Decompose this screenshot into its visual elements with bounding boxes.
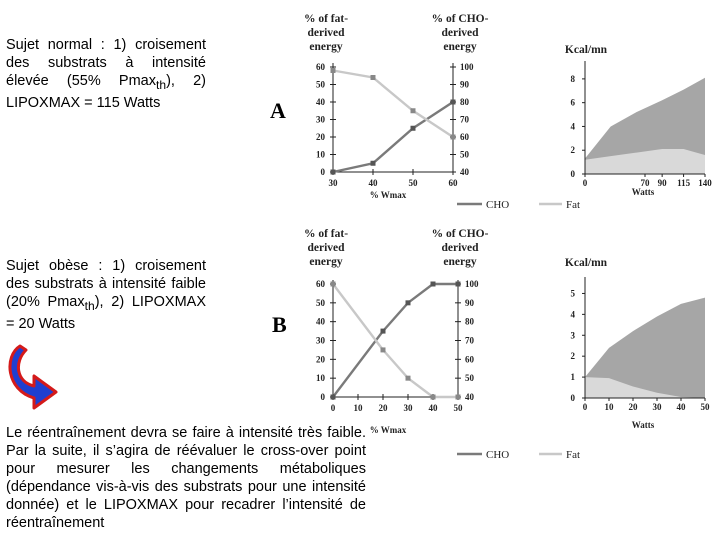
A-crossover-right-tick-label: 100 <box>460 62 474 72</box>
B-crossover-x-tick-label: 30 <box>403 403 413 413</box>
A-kcal-y-tick-label: 6 <box>570 97 575 108</box>
B-kcal-x-tick-label: 50 <box>700 402 710 412</box>
B-crossover-series-fat-point <box>431 395 436 400</box>
A-crossover-right-tick-label: 80 <box>460 97 469 107</box>
A-crossover-left-tick-label: 30 <box>316 114 325 125</box>
B-crossover-right-tick-label: 100 <box>465 279 479 289</box>
B-crossover-right-axis-label: % of CHO- <box>431 228 489 240</box>
B-crossover-right-tick-label: 50 <box>465 373 474 384</box>
A-crossover-right-tick-label: 50 <box>460 149 469 160</box>
A-crossover-series-fat-point <box>411 108 416 113</box>
B-crossover-left-tick-label: 60 <box>316 279 325 289</box>
A-crossover-right-axis-label: energy <box>443 41 477 53</box>
A-crossover-series-cho-point <box>411 126 416 131</box>
A-crossover-series-fat-point <box>451 135 456 140</box>
panel-letter-a: A <box>270 98 286 123</box>
B-kcal-y-tick-label: 2 <box>570 351 575 362</box>
B-kcal-x-axis-label: Watts <box>631 420 655 430</box>
B-crossover-x-tick-label: 40 <box>428 403 438 413</box>
B-crossover-series-cho-point <box>381 329 386 334</box>
B-crossover-left-tick-label: 20 <box>316 354 325 365</box>
B-crossover-series-fat-point <box>456 395 461 400</box>
B-kcal-x-tick-label: 40 <box>676 402 686 412</box>
B-crossover-series-cho-line <box>333 284 458 397</box>
A-crossover-left-tick-label: 50 <box>316 79 325 90</box>
A-crossover-left-tick-label: 40 <box>316 97 325 107</box>
A-kcal-x-tick-label: 0 <box>582 178 588 188</box>
A-kcal-y-tick-label: 4 <box>570 121 575 132</box>
B-crossover-series-fat-point <box>406 376 411 381</box>
B-crossover-series-fat-point <box>381 347 386 352</box>
retraining-text: Le réentraînement devra se faire à intensité très faible. Par la suite, il s’agira de réévaluer le cross-over point pour mesurer les changements métaboliques (dépendance vis-à-vis des substrats pour une intensité donnée) et le LIPOXMAX pour recadrer l’intensité de réentraînement <box>6 425 366 531</box>
B-kcal-x-tick-label: 20 <box>628 402 638 412</box>
A-crossover-x-tick-label: 50 <box>408 178 418 188</box>
B-crossover-x-tick-label: 0 <box>330 403 336 413</box>
A-crossover-legend-cho-label: CHO <box>486 199 510 211</box>
B-crossover-series-fat-line <box>333 284 458 397</box>
A-kcal-y-tick-label: 0 <box>570 169 575 179</box>
A-crossover-series-fat-point <box>371 75 376 80</box>
A-crossover-right-tick-label: 40 <box>460 167 469 177</box>
A-crossover-series-fat-line <box>333 71 453 138</box>
A-crossover-x-tick-label: 40 <box>368 178 378 188</box>
B-kcal-y-tick-label: 4 <box>570 309 575 320</box>
A-crossover-left-axis-label: % of fat- <box>303 13 349 25</box>
B-crossover-right-tick-label: 70 <box>465 335 474 346</box>
B-crossover-series-cho-point <box>456 282 461 287</box>
B-kcal-x-tick-label: 0 <box>582 402 588 412</box>
A-crossover-series-cho-point <box>371 161 376 166</box>
B-crossover-left-tick-label: 10 <box>316 373 325 384</box>
A-crossover-left-axis-label: derived <box>307 27 345 39</box>
B-crossover-left-axis-label: % of fat- <box>303 228 349 240</box>
B-crossover-series-cho-point <box>431 282 436 287</box>
A-crossover-series-cho-point <box>331 170 336 175</box>
B-crossover-right-tick-label: 60 <box>465 354 474 365</box>
B-crossover-right-tick-label: 80 <box>465 316 474 327</box>
A-kcal-x-tick-label: 115 <box>677 178 691 188</box>
A-kcal-y-axis-label: Kcal/mn <box>564 44 608 56</box>
B-crossover-legend-fat-label: Fat <box>566 449 581 461</box>
B-crossover-right-tick-label: 90 <box>465 297 474 308</box>
B-crossover-left-axis-label: derived <box>307 242 345 254</box>
A-crossover-right-axis-label: % of CHO- <box>431 13 489 25</box>
B-crossover-series-cho-point <box>406 300 411 305</box>
A-kcal-x-axis-label: Watts <box>631 187 655 197</box>
B-kcal-x-tick-label: 30 <box>652 402 662 412</box>
A-kcal-x-tick-label: 140 <box>698 178 712 188</box>
A-crossover-right-tick-label: 90 <box>460 79 469 90</box>
A-crossover-right-tick-label: 70 <box>460 114 469 125</box>
A-kcal-y-tick-label: 2 <box>570 145 575 156</box>
A-kcal-x-tick-label: 70 <box>640 178 650 188</box>
B-kcal-y-tick-label: 5 <box>570 288 575 299</box>
A-crossover-left-tick-label: 60 <box>316 62 325 72</box>
B-crossover-x-tick-label: 20 <box>378 403 388 413</box>
A-kcal-y-tick-label: 8 <box>570 73 575 84</box>
B-kcal-y-tick-label: 0 <box>570 393 575 403</box>
A-crossover-series-fat-point <box>331 68 336 73</box>
normal-subject-text: Sujet normal : 1) croisement des substrats à intensité élevée (55% Pmax$_{th}$), 2) LIPOXMAX = 115 Watts <box>6 37 207 111</box>
B-kcal-y-axis-label: Kcal/mn <box>564 257 608 269</box>
B-crossover-left-axis-label: energy <box>309 256 343 268</box>
obese-subject-text: Sujet obèse : 1) croisement des substrats à intensité faible (20% Pmax$_{th}$), 2) LIPOXMAX = 20 Watts <box>6 258 206 332</box>
B-crossover-right-axis-label: energy <box>443 256 477 268</box>
B-crossover-x-tick-label: 50 <box>453 403 463 413</box>
B-crossover-series-cho-point <box>331 395 336 400</box>
A-crossover-right-tick-label: 60 <box>460 132 469 142</box>
A-crossover-legend-fat-label: Fat <box>566 199 581 211</box>
B-crossover-right-tick-label: 40 <box>465 392 474 402</box>
A-crossover-x-axis-label: % Wmax <box>369 190 407 200</box>
B-crossover-left-tick-label: 50 <box>316 297 325 308</box>
B-kcal-y-tick-label: 1 <box>570 372 575 383</box>
A-crossover-right-axis-label: derived <box>441 27 479 39</box>
B-crossover-x-tick-label: 10 <box>353 403 363 413</box>
A-crossover-left-axis-label: energy <box>309 41 343 53</box>
B-crossover-left-tick-label: 40 <box>316 316 325 327</box>
A-crossover-left-tick-label: 0 <box>320 167 325 177</box>
A-kcal-x-tick-label: 90 <box>657 178 667 188</box>
B-crossover-legend-cho-label: CHO <box>486 449 510 461</box>
A-crossover-left-tick-label: 10 <box>316 149 325 160</box>
A-crossover-x-tick-label: 30 <box>328 178 338 188</box>
B-crossover-left-tick-label: 0 <box>320 392 325 402</box>
panel-letter-b: B <box>272 312 287 337</box>
B-crossover-right-axis-label: derived <box>441 242 479 254</box>
B-kcal-x-tick-label: 10 <box>604 402 614 412</box>
B-kcal-y-tick-label: 3 <box>570 330 575 341</box>
B-crossover-x-axis-label: % Wmax <box>369 425 407 435</box>
B-crossover-left-tick-label: 30 <box>316 335 325 346</box>
A-crossover-x-tick-label: 60 <box>448 178 458 188</box>
A-crossover-series-cho-point <box>451 100 456 105</box>
B-crossover-series-fat-point <box>331 282 336 287</box>
A-crossover-series-cho-line <box>333 102 453 172</box>
A-crossover-left-tick-label: 20 <box>316 132 325 142</box>
